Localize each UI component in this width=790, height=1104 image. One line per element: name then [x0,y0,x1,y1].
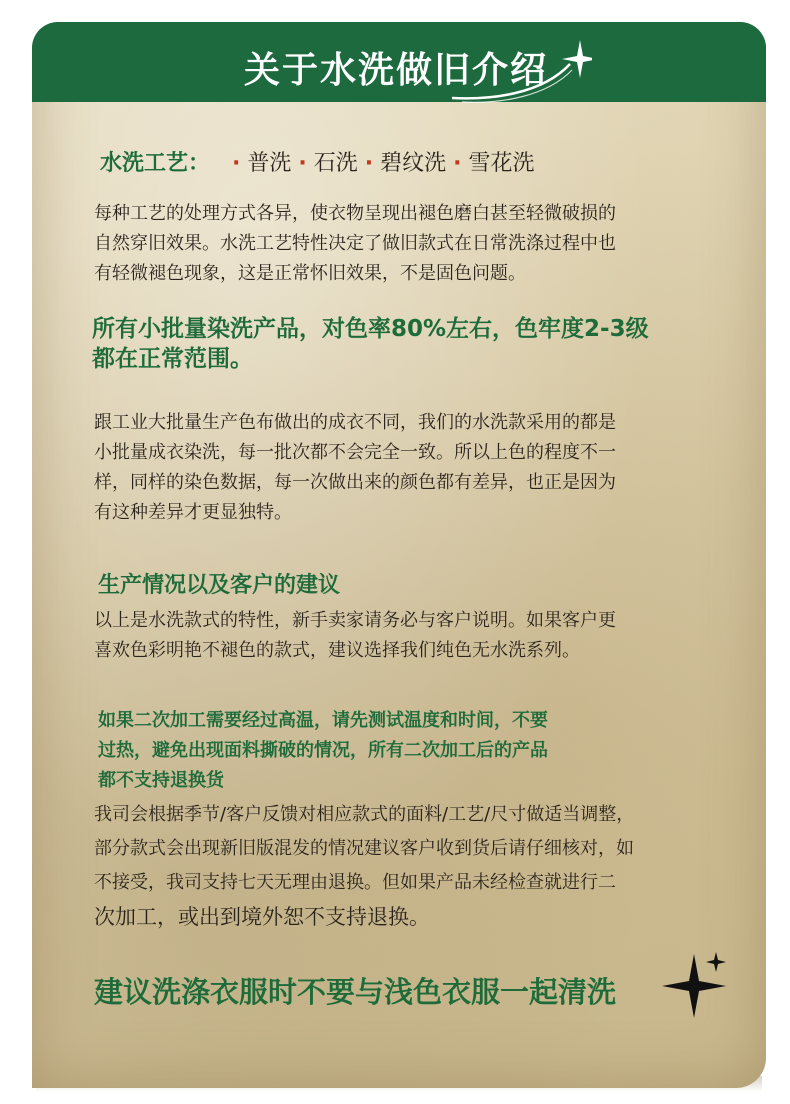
warning-line: 过热，避免出现面料撕破的情况，所有二次加工后的产品 [98,740,548,761]
paragraph-line: 每种工艺的处理方式各异，使衣物呈现出褪色磨白甚至轻微破损的 [94,203,616,224]
paragraph-line: 有轻微褪色现象，这是正常怀旧效果，不是固色问题。 [94,263,526,284]
bullet-dot: · [232,151,241,176]
paragraph-line: 小批量成衣染洗，每一批次都不会完全一致。所以上色的程度不一 [94,442,616,463]
highlight-line: 所有小批量染洗产品，对色率80%左右，色牢度2-3级 [92,316,649,342]
craft-list [232,146,535,177]
paragraph-line: 我司会根据季节/客户反馈对相应款式的面料/工艺/尺寸做适当调整， [94,804,635,825]
production-heading: 生产情况以及客户的建议 [98,573,341,598]
paragraph-line: 不接受，我司支持七天无理由退换。但如果产品未经检查就进行二 [94,872,616,893]
page-title: 关于水洗做旧介绍 [244,50,549,91]
bullet-dot: · [364,151,374,176]
paragraph-line: 喜欢色彩明艳不褪色的款式，建议选择我们纯色无水洗系列。 [94,640,580,661]
info-card [32,22,766,1088]
batch-paragraph [94,408,616,528]
craft-item: 普洗 [247,151,292,176]
paragraph-line: 自然穿旧效果。水洗工艺特性决定了做旧款式在日常洗涤过程中也 [94,233,616,254]
bullet-dot: · [298,151,307,176]
paragraph-line: 跟工业大批量生产色布做出的成衣不同，我们的水洗款采用的都是 [94,412,616,433]
production-paragraph [94,606,616,666]
paragraph-line: 次加工，或出到境外恕不支持退换。 [94,905,430,929]
policy-paragraph [94,798,634,934]
four-point-star-icon [662,952,732,1022]
warning-line: 如果二次加工需要经过高温，请先测试温度和时间，不要 [98,710,548,731]
paragraph-line: 有这种差异才更显独特。 [94,502,292,523]
header-banner [32,22,766,102]
paragraph-line: 部分款式会出现新旧版混发的情况建议客户收到货后请仔细核对，如 [94,838,634,859]
colorfast-note [92,314,649,374]
craft-item: 碧纹洗 [380,151,447,176]
highlight-line: 都在正常范围。 [92,346,253,372]
warning-line: 都不支持退换货 [98,770,224,791]
secondary-warning [98,706,548,796]
craft-label: 水洗工艺： [100,151,211,176]
intro-paragraph [94,199,616,289]
sparkle-star-icon [562,40,592,78]
paragraph-line: 以上是水洗款式的特性，新手卖家请务必与客户说明。如果客户更 [94,610,616,631]
bullet-dot: · [453,151,462,176]
swoosh-icon [452,34,592,104]
washing-tip: 建议洗涤衣服时不要与浅色衣服一起清洗 [94,975,617,1009]
craft-item: 石洗 [313,151,358,176]
craft-item: 雪花洗 [468,151,535,176]
paragraph-line: 样，同样的染色数据，每一次做出来的颜色都有差异，也正是因为 [94,472,616,493]
